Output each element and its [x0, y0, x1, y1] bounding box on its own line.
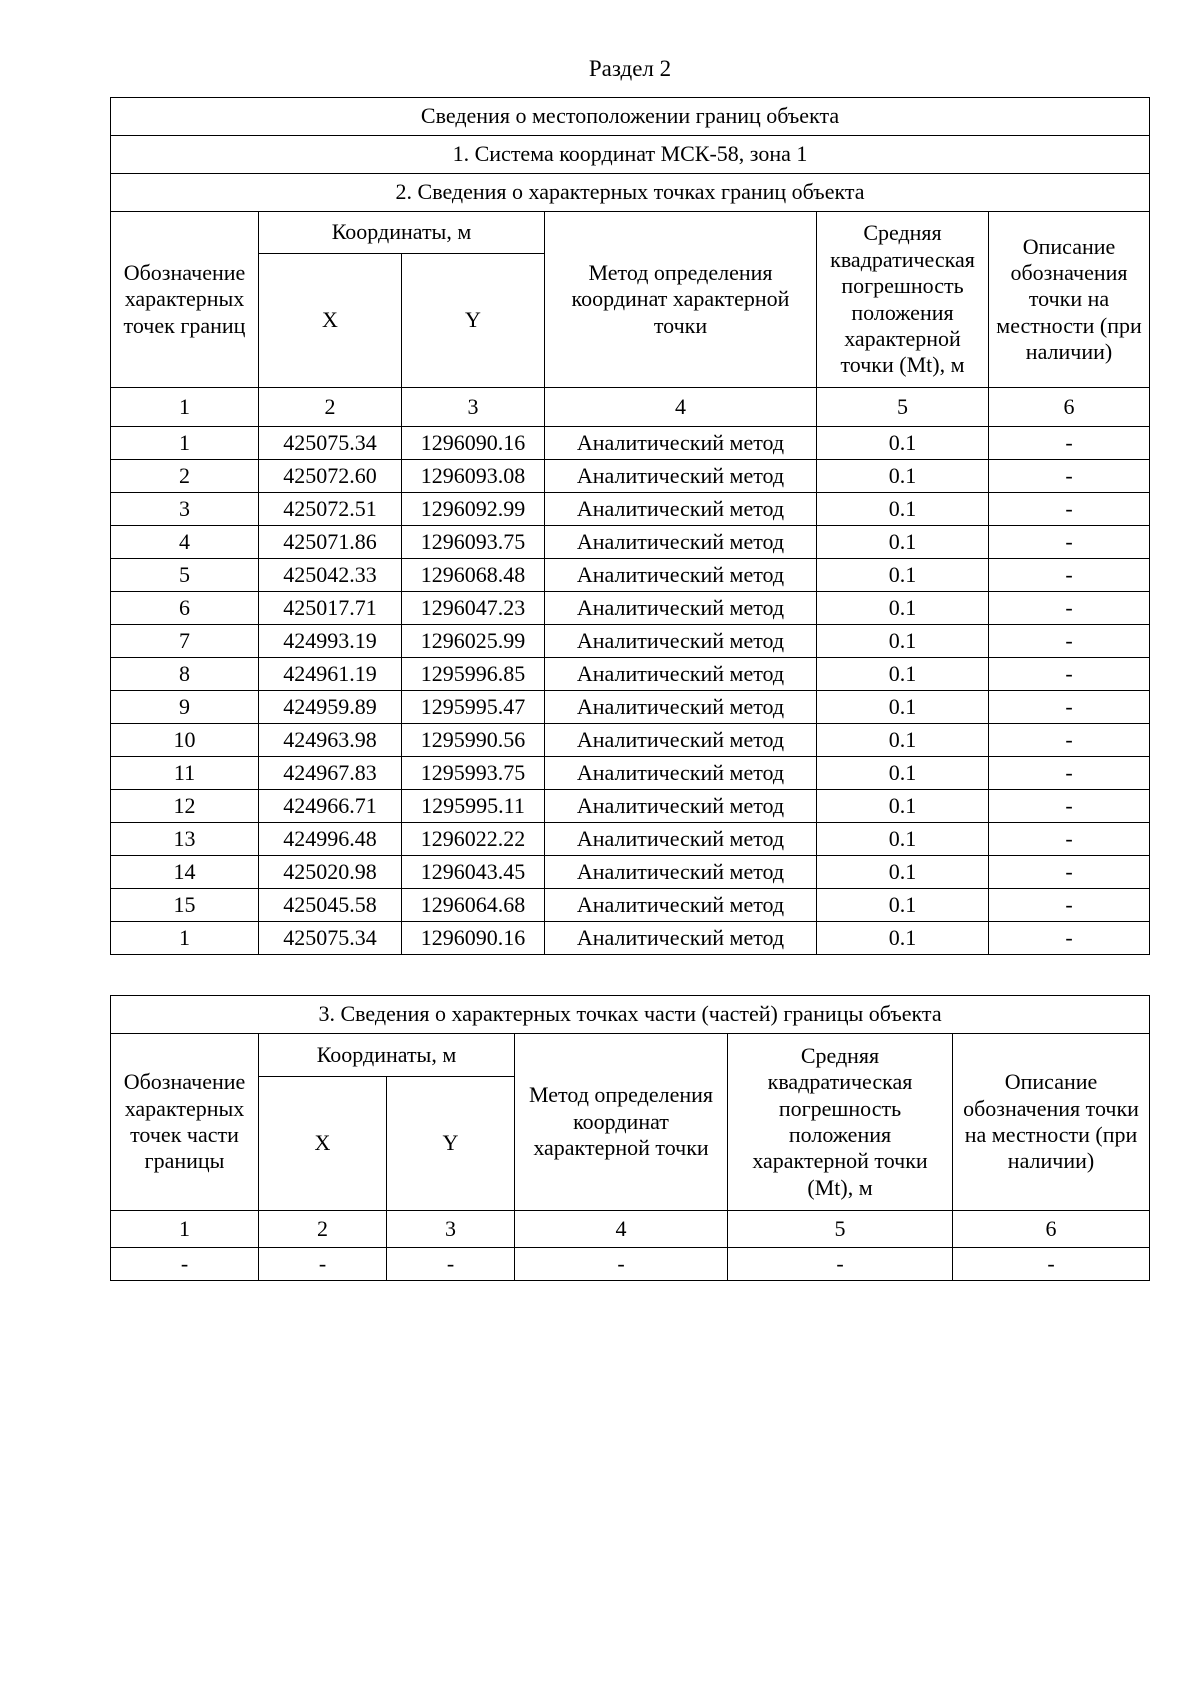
point-number-cell: 13: [111, 823, 259, 856]
y-coordinate-cell: 1296090.16: [402, 922, 545, 955]
page-title: Раздел 2: [588, 56, 672, 81]
mean-error-cell: 0.1: [817, 889, 989, 922]
mean-error-cell: 0.1: [817, 625, 989, 658]
description-cell: -: [953, 1248, 1150, 1281]
table-row: [111, 691, 1150, 724]
method-cell: Аналитический метод: [545, 856, 817, 889]
description-cell: -: [989, 922, 1150, 955]
header-method: Метод определения координат характерной точки: [545, 212, 817, 388]
description-cell: -: [989, 592, 1150, 625]
column-number: 2: [259, 1211, 387, 1248]
header-method: Метод определения координат характерной точки: [515, 1034, 728, 1211]
table-row: [111, 493, 1150, 526]
y-coordinate-cell: 1296064.68: [402, 889, 545, 922]
boundary-part-points-table: [110, 995, 1150, 1281]
x-coordinate-cell: 424959.89: [259, 691, 402, 724]
method-cell: Аналитический метод: [545, 889, 817, 922]
mean-error-cell: 0.1: [817, 658, 989, 691]
x-coordinate-cell: 425042.33: [259, 559, 402, 592]
mean-error-cell: 0.1: [817, 724, 989, 757]
point-number-cell: 2: [111, 460, 259, 493]
header-point-designation: Обозначение характерных точек границ: [111, 212, 259, 388]
y-coordinate-cell: 1295990.56: [402, 724, 545, 757]
method-cell: Аналитический метод: [545, 460, 817, 493]
x-coordinate-cell: 424967.83: [259, 757, 402, 790]
table-row: [111, 856, 1150, 889]
header-description: Описание обозначения точки на местности (при наличии): [989, 212, 1150, 388]
header-description: Описание обозначения точки на местности (при наличии): [953, 1034, 1150, 1211]
method-cell: -: [515, 1248, 728, 1281]
method-cell: Аналитический метод: [545, 922, 817, 955]
method-cell: Аналитический метод: [545, 757, 817, 790]
table-row: [111, 889, 1150, 922]
point-number-cell: 1: [111, 922, 259, 955]
x-coordinate-cell: 424966.71: [259, 790, 402, 823]
method-cell: Аналитический метод: [545, 526, 817, 559]
subsection-title-boundary-points: 2. Сведения о характерных точках границ объекта: [111, 174, 1150, 212]
x-coordinate-cell: 425072.51: [259, 493, 402, 526]
y-coordinate-cell: 1296090.16: [402, 427, 545, 460]
y-coordinate-cell: 1295993.75: [402, 757, 545, 790]
description-cell: -: [989, 460, 1150, 493]
boundary-points-table: [110, 97, 1150, 955]
mean-error-cell: 0.1: [817, 526, 989, 559]
method-cell: Аналитический метод: [545, 427, 817, 460]
table-row: [111, 592, 1150, 625]
column-number: 4: [545, 388, 817, 427]
table-row: [111, 658, 1150, 691]
column-number: 6: [953, 1211, 1150, 1248]
point-number-cell: 12: [111, 790, 259, 823]
x-coordinate-cell: 425020.98: [259, 856, 402, 889]
point-number-cell: 5: [111, 559, 259, 592]
point-number-cell: 6: [111, 592, 259, 625]
table-row: [111, 1248, 1150, 1281]
y-coordinate-cell: 1296092.99: [402, 493, 545, 526]
column-number: 1: [111, 1211, 259, 1248]
point-number-cell: 14: [111, 856, 259, 889]
y-coordinate-cell: 1296022.22: [402, 823, 545, 856]
header-coordinates: Координаты, м: [259, 1034, 515, 1077]
table-row: [111, 625, 1150, 658]
mean-error-cell: 0.1: [817, 823, 989, 856]
mean-error-cell: 0.1: [817, 559, 989, 592]
column-number: 3: [402, 388, 545, 427]
point-number-cell: 8: [111, 658, 259, 691]
method-cell: Аналитический метод: [545, 592, 817, 625]
description-cell: -: [989, 625, 1150, 658]
point-number-cell: 10: [111, 724, 259, 757]
column-number-row: [111, 388, 1150, 427]
description-cell: -: [989, 790, 1150, 823]
x-coordinate-cell: 425075.34: [259, 427, 402, 460]
column-number: 1: [111, 388, 259, 427]
mean-error-cell: 0.1: [817, 790, 989, 823]
x-coordinate-cell: 425045.58: [259, 889, 402, 922]
column-number: 5: [817, 388, 989, 427]
description-cell: -: [989, 526, 1150, 559]
mean-error-cell: 0.1: [817, 427, 989, 460]
table-row: [111, 559, 1150, 592]
mean-error-cell: 0.1: [817, 691, 989, 724]
coordinate-system-label: 1. Система координат МСК-58, зона 1: [111, 136, 1150, 174]
column-number: 3: [387, 1211, 515, 1248]
method-cell: Аналитический метод: [545, 724, 817, 757]
mean-error-cell: -: [728, 1248, 953, 1281]
description-cell: -: [989, 757, 1150, 790]
method-cell: Аналитический метод: [545, 691, 817, 724]
x-coordinate-cell: 425071.86: [259, 526, 402, 559]
subsection-title-part-points: 3. Сведения о характерных точках части (частей) границы объекта: [111, 996, 1150, 1034]
column-number: 4: [515, 1211, 728, 1248]
y-coordinate-cell: 1296068.48: [402, 559, 545, 592]
y-coordinate-cell: 1295995.11: [402, 790, 545, 823]
y-coordinate-cell: 1296025.99: [402, 625, 545, 658]
mean-error-cell: 0.1: [817, 922, 989, 955]
method-cell: Аналитический метод: [545, 493, 817, 526]
table-row: [111, 922, 1150, 955]
y-coordinate-cell: 1295996.85: [402, 658, 545, 691]
table-row: [111, 790, 1150, 823]
table-row: [111, 757, 1150, 790]
x-coordinate-cell: -: [259, 1248, 387, 1281]
x-coordinate-cell: 425017.71: [259, 592, 402, 625]
point-number-cell: 4: [111, 526, 259, 559]
x-coordinate-cell: 424996.48: [259, 823, 402, 856]
header-coordinates: Координаты, м: [259, 212, 545, 254]
column-number: 5: [728, 1211, 953, 1248]
table-row: [111, 460, 1150, 493]
mean-error-cell: 0.1: [817, 757, 989, 790]
header-mean-error: Средняя квадратическая погрешность положения характерной точки (Mt), м: [728, 1034, 953, 1211]
table-banner-title: Сведения о местоположении границ объекта: [111, 98, 1150, 136]
mean-error-cell: 0.1: [817, 493, 989, 526]
method-cell: Аналитический метод: [545, 790, 817, 823]
point-number-cell: 1: [111, 427, 259, 460]
description-cell: -: [989, 823, 1150, 856]
header-y: Y: [387, 1077, 515, 1211]
y-coordinate-cell: 1296093.75: [402, 526, 545, 559]
column-number: 2: [259, 388, 402, 427]
method-cell: Аналитический метод: [545, 823, 817, 856]
y-coordinate-cell: 1296047.23: [402, 592, 545, 625]
x-coordinate-cell: 425075.34: [259, 922, 402, 955]
mean-error-cell: 0.1: [817, 460, 989, 493]
y-coordinate-cell: 1296093.08: [402, 460, 545, 493]
header-x: X: [259, 254, 402, 388]
method-cell: Аналитический метод: [545, 625, 817, 658]
x-coordinate-cell: 424961.19: [259, 658, 402, 691]
method-cell: Аналитический метод: [545, 559, 817, 592]
table-row: [111, 427, 1150, 460]
header-x: X: [259, 1077, 387, 1211]
point-number-cell: 7: [111, 625, 259, 658]
y-coordinate-cell: -: [387, 1248, 515, 1281]
column-number: 6: [989, 388, 1150, 427]
description-cell: -: [989, 856, 1150, 889]
description-cell: -: [989, 724, 1150, 757]
description-cell: -: [989, 559, 1150, 592]
y-coordinate-cell: 1295995.47: [402, 691, 545, 724]
point-number-cell: 3: [111, 493, 259, 526]
y-coordinate-cell: 1296043.45: [402, 856, 545, 889]
column-number-row: [111, 1211, 1150, 1248]
table-row: [111, 724, 1150, 757]
header-y: Y: [402, 254, 545, 388]
description-cell: -: [989, 493, 1150, 526]
x-coordinate-cell: 424963.98: [259, 724, 402, 757]
header-mean-error: Средняя квадратическая погрешность положения характерной точки (Mt), м: [817, 212, 989, 388]
x-coordinate-cell: 424993.19: [259, 625, 402, 658]
description-cell: -: [989, 658, 1150, 691]
table-row: [111, 823, 1150, 856]
point-number-cell: -: [111, 1248, 259, 1281]
point-number-cell: 15: [111, 889, 259, 922]
point-number-cell: 9: [111, 691, 259, 724]
description-cell: -: [989, 427, 1150, 460]
mean-error-cell: 0.1: [817, 856, 989, 889]
header-point-designation: Обозначение характерных точек части границы: [111, 1034, 259, 1211]
description-cell: -: [989, 889, 1150, 922]
mean-error-cell: 0.1: [817, 592, 989, 625]
method-cell: Аналитический метод: [545, 658, 817, 691]
description-cell: -: [989, 691, 1150, 724]
x-coordinate-cell: 425072.60: [259, 460, 402, 493]
point-number-cell: 11: [111, 757, 259, 790]
table-row: [111, 526, 1150, 559]
